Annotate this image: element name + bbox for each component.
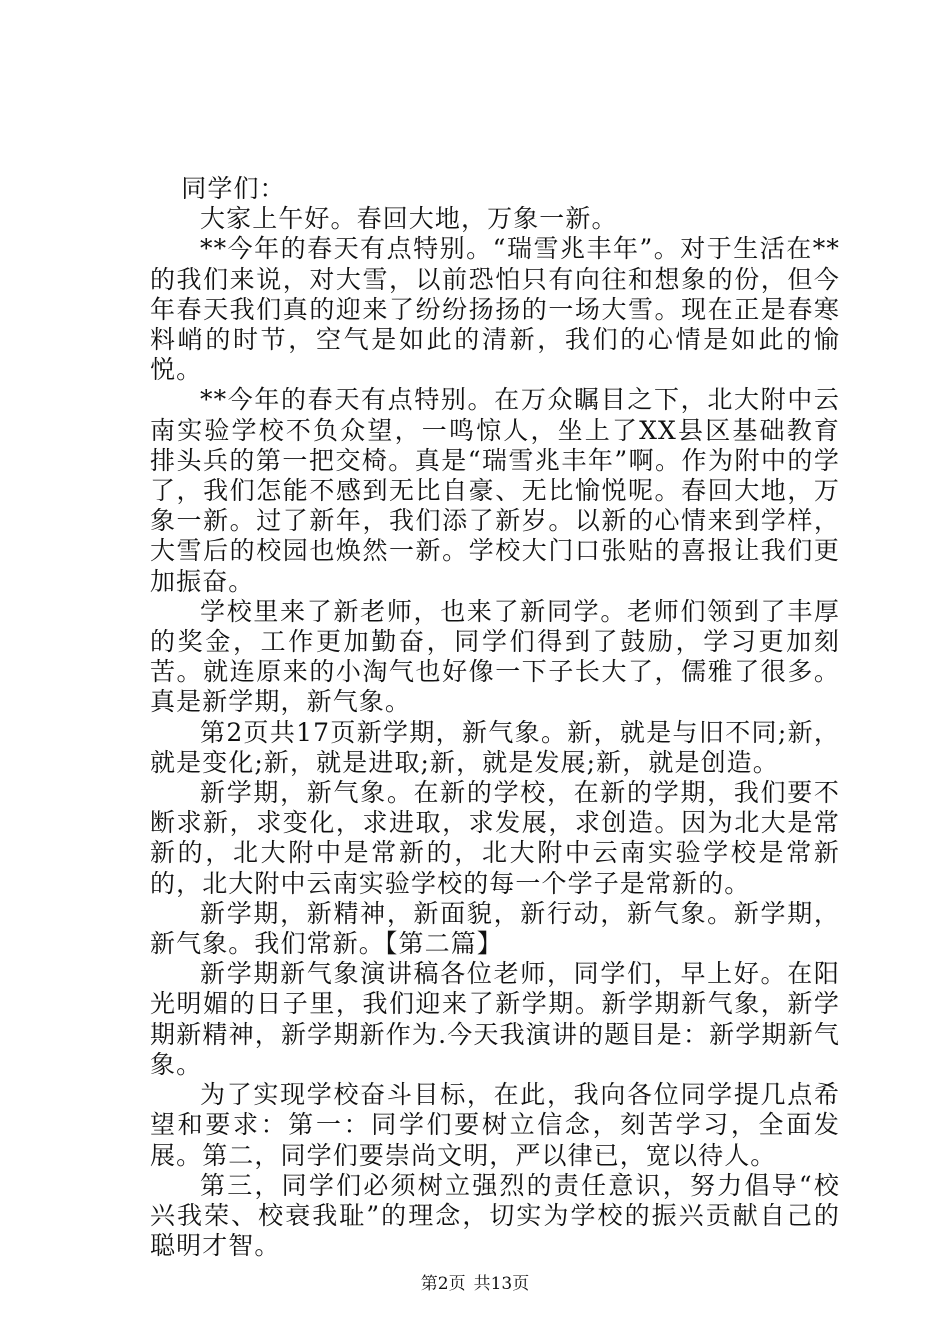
paragraph: 新学期新气象演讲稿各位老师，同学们，早上好。在阳光明媚的日子里，我们迎来了新学期。新学期新气象，新学期新精神，新学期新作为.今天我演讲的题目是：新学期新气象。 bbox=[150, 959, 840, 1079]
paragraph: 为了实现学校奋斗目标，在此，我向各位同学提几点希望和要求：第一：同学们要树立信念，刻苦学习，全面发展。第二，同学们要崇尚文明，严以律已，宽以待人。 bbox=[150, 1080, 840, 1170]
paragraph-opening: 大家上午好。春回大地，万象一新。 bbox=[200, 204, 618, 234]
document-body bbox=[150, 174, 840, 1261]
paragraph: 第三，同学们必须树立强烈的责任意识，努力倡导“校兴我荣、校衰我耻”的理念，切实为学校的振兴贡献自己的聪明才智。 bbox=[150, 1170, 840, 1261]
paragraph: 学校里来了新老师，也来了新同学。老师们领到了丰厚的奖金，工作更加勤奋，同学们得到了鼓励，学习更加刻苦。就连原来的小淘气也好像一下子长大了，儒雅了很多。真是新学期，新气象。 bbox=[150, 596, 840, 717]
paragraph-greeting: 同学们： bbox=[181, 174, 286, 203]
paragraph: 新学期，新气象。在新的学校，在新的学期，我们要不断求新，求变化，求进取，求发展，求创造。因为北大是常新的，北大附中是常新的，北大附中云南实验学校是常新的，北大附中云南实验学校的每一个学子是常新的。 bbox=[150, 778, 840, 898]
page-footer bbox=[0, 1274, 950, 1294]
paragraph: **今年的春天有点特别。“瑞雪兆丰年”。对于生活在**的我们来说，对大雪，以前恐怕只有向往和想象的份，但今年春天我们真的迎来了纷纷扬扬的一场大雪。现在正是春寒料峭的时节，空气是如此的清新，我们的心情是如此的愉悦。 bbox=[150, 234, 840, 385]
paragraph: 第2页共17页新学期，新气象。新，就是与旧不同;新，就是变化;新，就是进取;新，就是发展;新，就是创造。 bbox=[150, 717, 840, 777]
page-number: 第2页 bbox=[420, 1274, 466, 1294]
paragraph: **今年的春天有点特别。在万众瞩目之下，北大附中云南实验学校不负众望，一鸣惊人，坐上了XX县区基础教育排头兵的第一把交椅。真是“瑞雪兆丰年”啊。作为附中的学了，我们怎能不感到无比自豪、无比愉悦呢。春回大地，万象一新。过了新年，我们添了新岁。以新的心情来到学样，大雪后的校园也焕然一新。学校大门口张贴的喜报让我们更加振奋。 bbox=[150, 385, 840, 596]
page-total: 共13页 bbox=[473, 1274, 530, 1294]
paragraph: 新学期，新精神，新面貌，新行动，新气象。新学期，新气象。我们常新。【第二篇】 bbox=[150, 898, 840, 959]
